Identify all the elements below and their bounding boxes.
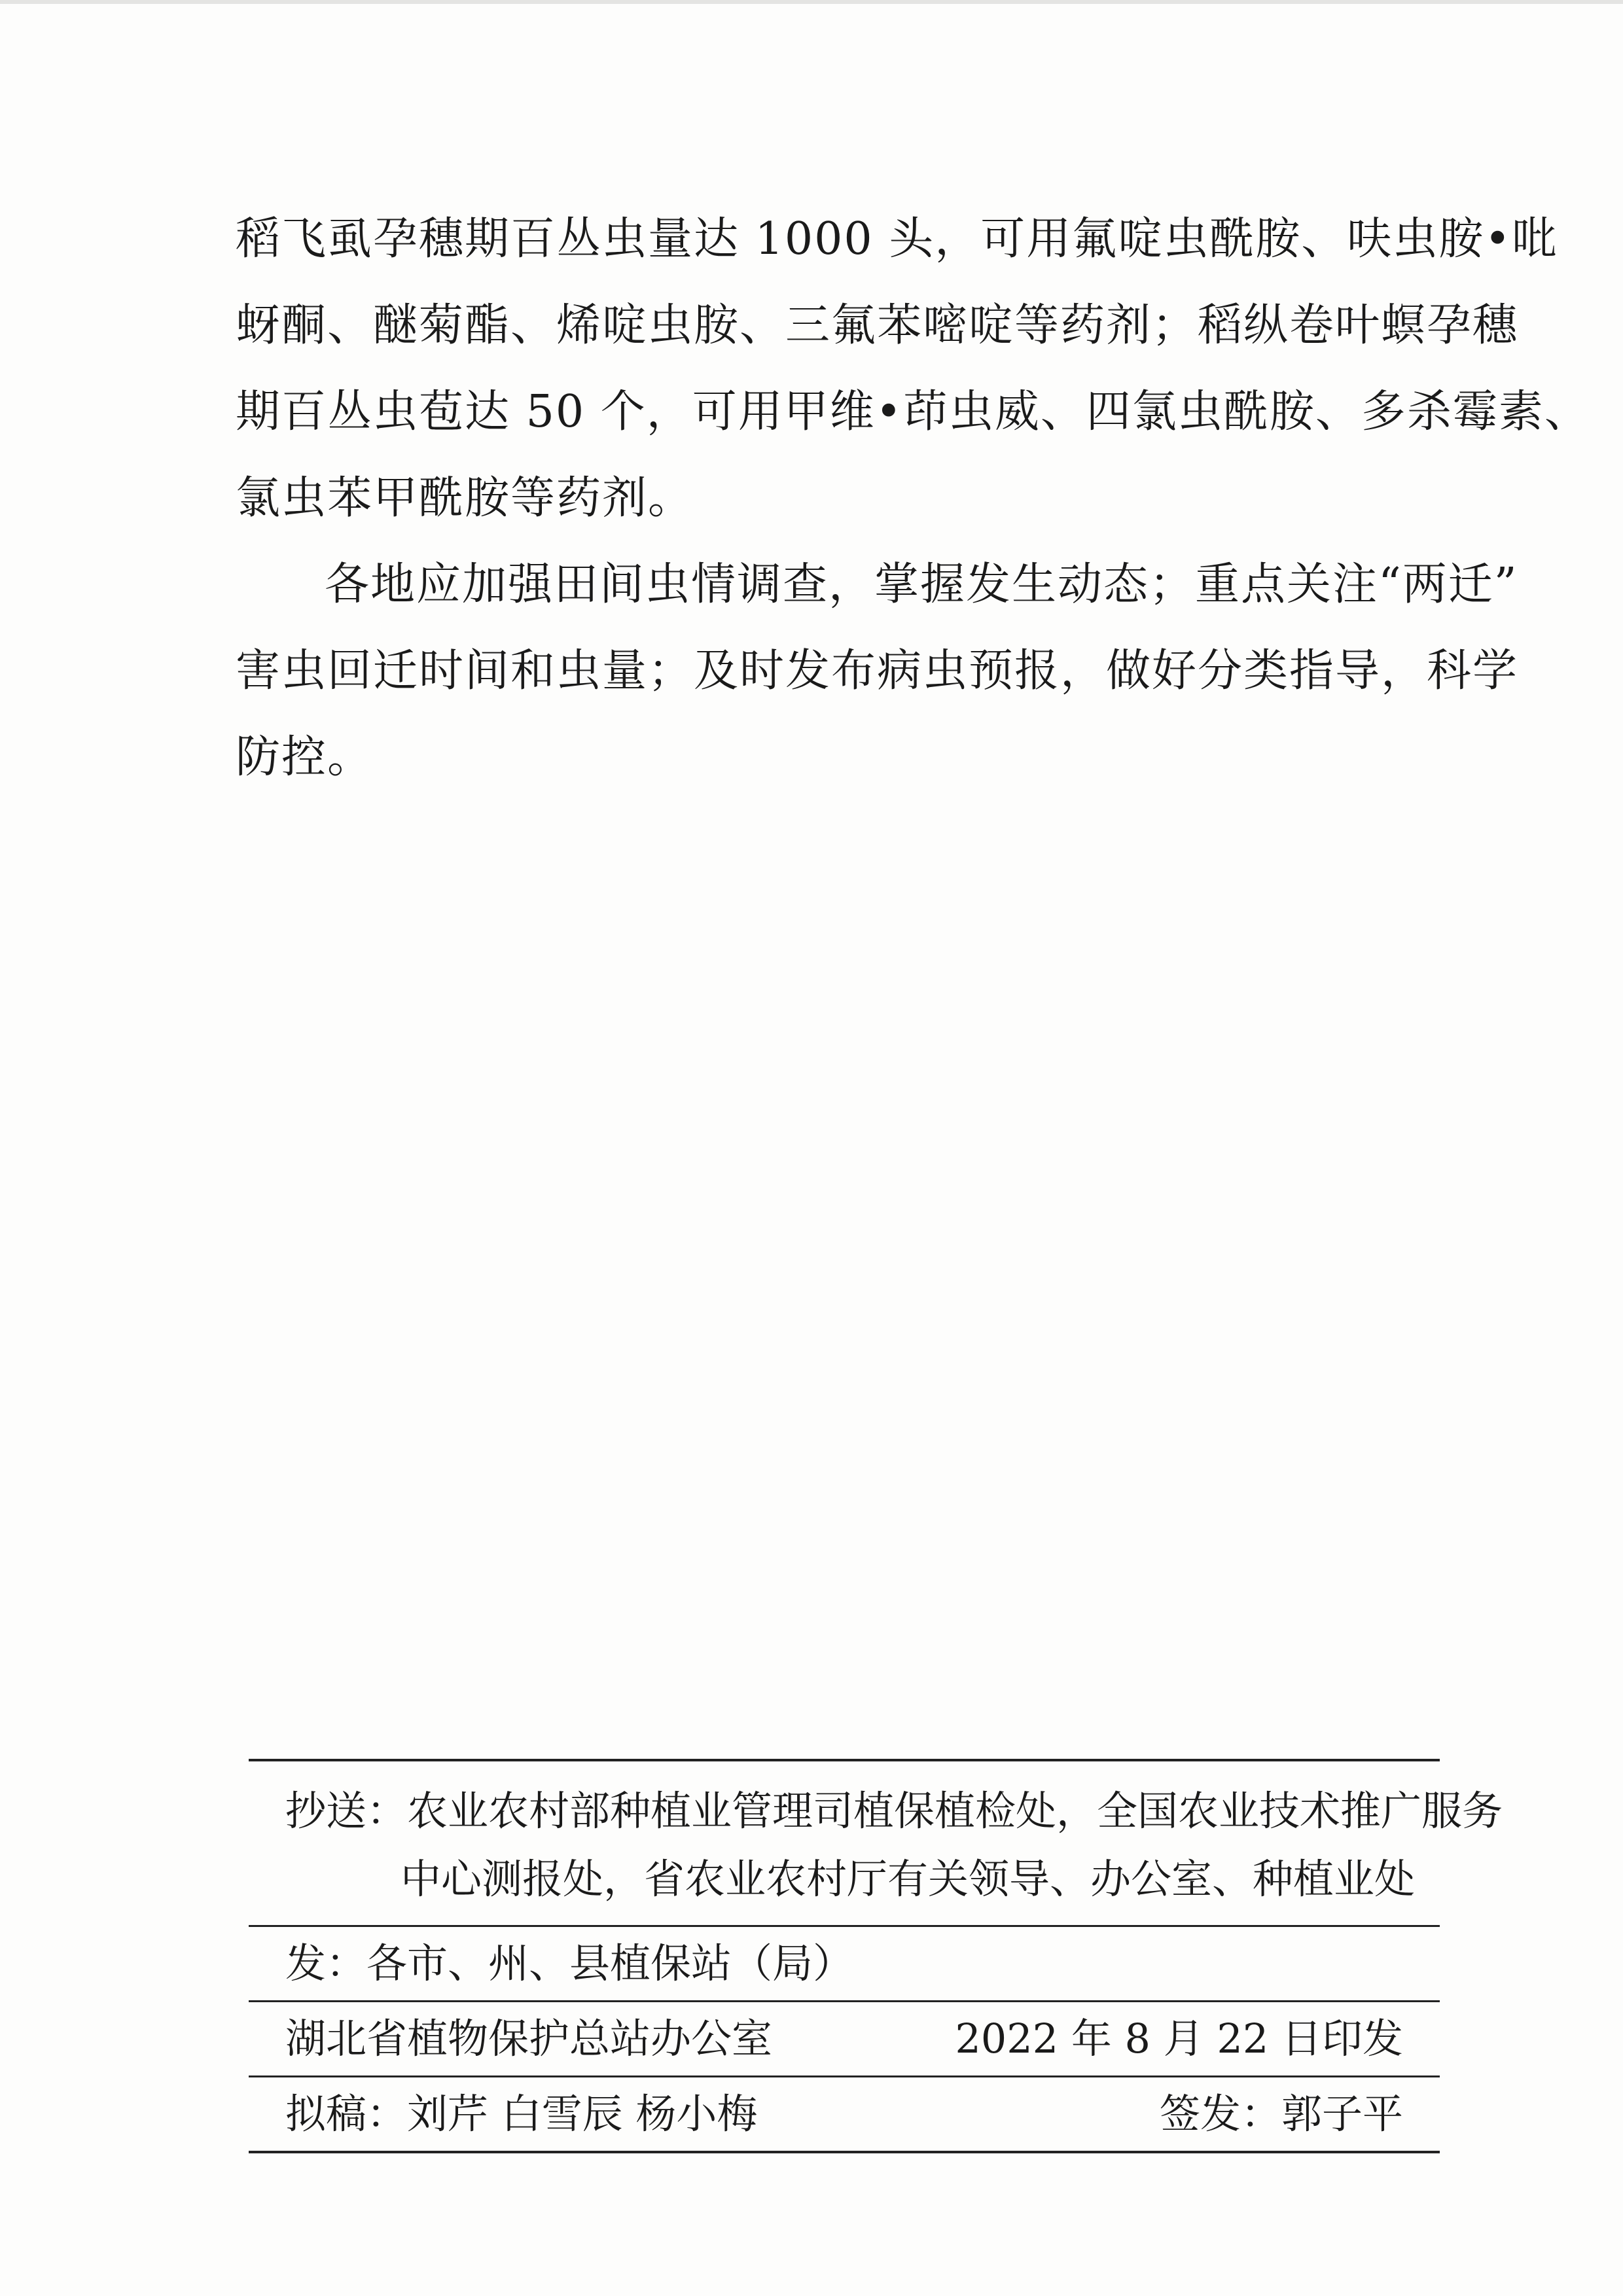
body-line: 氯虫苯甲酰胺等药剂。 (236, 472, 694, 524)
body-line: 各地应加强田间虫情调查，掌握发生动态；重点关注“两迁” (325, 559, 1518, 610)
signer: 签发：郭子平 (1159, 2090, 1403, 2138)
cc-line: 抄送：农业农村部种植业管理司植保植检处，全国农业技术推广服务 (285, 1787, 1503, 1835)
scan-top-edge (0, 0, 1623, 4)
body-line: 害虫回迁时间和虫量；及时发布病虫预报，做好分类指导，科学 (236, 645, 1519, 697)
issue-date: 2022 年 8 月 22 日印发 (955, 2015, 1403, 2062)
body-line: 稻飞虱孕穗期百丛虫量达 1000 头，可用氟啶虫酰胺、呋虫胺•吡 (236, 213, 1558, 265)
footer-bottom-rule (249, 2151, 1440, 2153)
body-line: 期百丛虫苞达 50 个，可用甲维•茚虫威、四氯虫酰胺、多杀霉素、 (236, 386, 1590, 438)
issuer-row (249, 2002, 1440, 2075)
body-line: 蚜酮、醚菊酯、烯啶虫胺、三氟苯嘧啶等药剂；稻纵卷叶螟孕穗 (236, 300, 1519, 351)
cc-line: 中心测报处，省农业农村厅有关领导、办公室、种植业处 (401, 1855, 1416, 1903)
issuer: 湖北省植物保护总站办公室 (285, 2015, 773, 2062)
distribution-line: 发：各市、州、县植保站（局） (285, 1939, 854, 1987)
document-footer (249, 1759, 1503, 2153)
cc-block (249, 1761, 1503, 1925)
drafters: 拟稿：刘芹 白雪辰 杨小梅 (285, 2090, 758, 2138)
document-body (236, 196, 1590, 801)
drafter-row (249, 2077, 1440, 2151)
body-line: 防控。 (236, 732, 374, 783)
